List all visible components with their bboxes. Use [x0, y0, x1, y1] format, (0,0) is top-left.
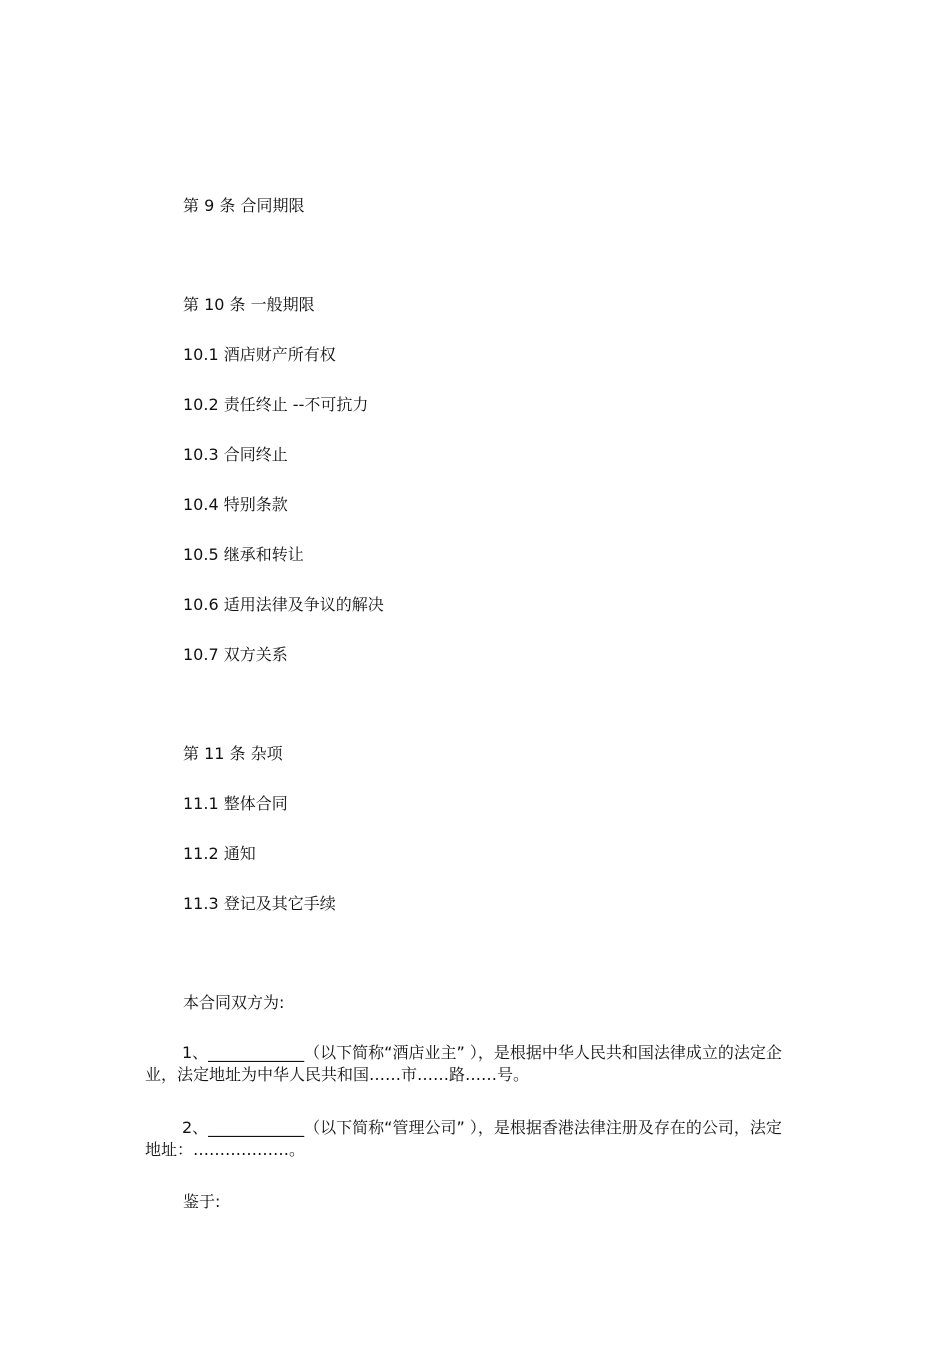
clause-10-2: 10.2 责任终止 --不可抗力: [183, 395, 369, 414]
clause-11-2: 11.2 通知: [183, 844, 256, 863]
clause-10-6: 10.6 适用法律及争议的解决: [183, 595, 384, 614]
article-10-heading: 第 10 条 一般期限: [183, 295, 315, 314]
clause-10-7: 10.7 双方关系: [183, 645, 288, 664]
article-11-heading: 第 11 条 杂项: [183, 744, 283, 763]
clause-10-3: 10.3 合同终止: [183, 445, 288, 464]
clause-11-1: 11.1 整体合同: [183, 794, 288, 813]
clause-10-5: 10.5 继承和转让: [183, 545, 304, 564]
article-9-heading: 第 9 条 合同期限: [183, 196, 305, 215]
clause-11-3: 11.3 登记及其它手续: [183, 894, 336, 913]
clause-10-4: 10.4 特别条款: [183, 495, 288, 514]
whereas-heading: 鉴于:: [183, 1192, 221, 1211]
parties-intro: 本合同双方为:: [183, 993, 285, 1012]
party-2-paragraph: 2、____________（以下简称“管理公司” ），是根据香港法律注册及存在的公司，法定地址：………………。: [145, 1118, 782, 1159]
clause-10-1: 10.1 酒店财产所有权: [183, 345, 336, 364]
party-1-paragraph: 1、____________（以下简称“酒店业主” ），是根据中华人民共和国法律成立的法定企业，法定地址为中华人民共和国……市……路……号。: [145, 1043, 782, 1084]
